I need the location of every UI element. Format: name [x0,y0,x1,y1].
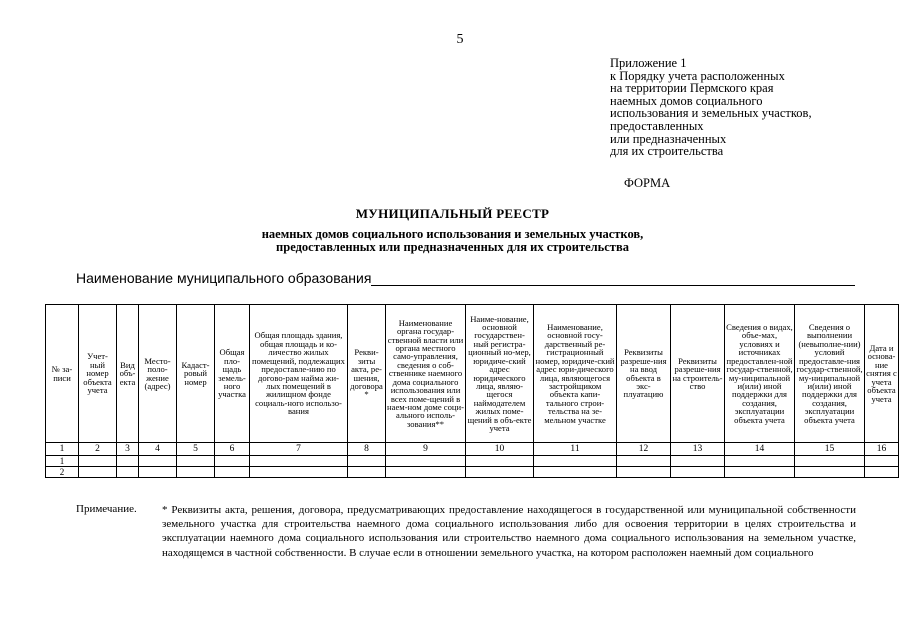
table-cell[interactable] [725,467,795,478]
column-header: Общая пло-щадь земель-ного участка [215,305,250,443]
table-cell[interactable] [79,456,117,467]
table-cell[interactable] [215,456,250,467]
column-header: Рекви-зиты акта, ре-шения, договора * [348,305,386,443]
record-number-cell: 1 [46,456,79,467]
table-cell[interactable] [795,467,865,478]
appendix-line: Приложение 1 [610,56,687,70]
appendix-line: для их строительства [610,144,724,159]
appendix-line: на территории Пермского края [610,81,774,96]
note-text: * Реквизиты акта, решения, договора, предусматривающих предоставление находящегося в государственной или муниципальной собственности земельного участка для строительства наемного дома социального использования либо для освоения территории в целях строительства и эксплуатации наемного дома социального использования или строительство наемного дома социального использования на земельном участке, находящемся в частной собственности. В случае если в отношении земельного участка, на котором расположен наемный дом социального [162,504,856,559]
table-cell[interactable] [177,456,215,467]
appendix-block [610,57,900,158]
note-label: Примечание. [76,503,137,515]
table-cell[interactable] [466,467,534,478]
table-cell[interactable] [250,456,348,467]
table-cell[interactable] [139,467,177,478]
table-cell[interactable] [139,456,177,467]
table-cell[interactable] [865,467,899,478]
municipality-label: Наименование муниципального образования [76,270,372,286]
column-header: Учет-ный номер объекта учета [79,305,117,443]
column-header: Реквизиты разреше-ния на строитель-ство [671,305,725,443]
table-cell[interactable] [348,467,386,478]
column-number-row [46,443,899,456]
table-cell[interactable] [215,467,250,478]
table-cell[interactable] [177,467,215,478]
appendix-line: к Порядку учета расположенных [610,68,785,83]
table-cell[interactable] [725,456,795,467]
column-number: 16 [865,443,899,456]
column-header: Место-поло-жение (адрес) [139,305,177,443]
column-number: 2 [79,443,117,456]
column-header: Наименование, основной госу-дарственный ре-гистрационный номер, юридиче-ский адрес юри-дического лица, являющегося застройщиком объекта капи-тального строи-тельства на зе-мельном участке [534,305,617,443]
column-number: 10 [466,443,534,456]
table-cell[interactable] [386,456,466,467]
column-number: 15 [795,443,865,456]
table-cell[interactable] [617,467,671,478]
table-cell[interactable] [117,467,139,478]
appendix-line: наемных домов социального [610,93,763,108]
record-number-cell: 2 [46,467,79,478]
registry-subtitle-line-2: предоставленных или предназначенных для их строительства [276,240,629,254]
column-number: 7 [250,443,348,456]
table-cell[interactable] [466,456,534,467]
column-number: 5 [177,443,215,456]
column-header: Наименование органа государ-ственной власти или органа местного само-управления, сведения о соб-ственнике наемного дома социального использования или всех поме-щений в наем-ном доме соци-ального исполь-зования** [386,305,466,443]
table-header-row [46,305,899,443]
column-number: 3 [117,443,139,456]
table-cell[interactable] [79,467,117,478]
column-header: Сведения о выполнении (невыполне-нии) условий предоставле-ния государ-ственной, му-ниципальной и(или) иной поддержки для создания, эксплуатации объекта учета [795,305,865,443]
table-cell[interactable] [671,467,725,478]
table-row [46,467,899,478]
appendix-line: или предназначенных [610,131,727,146]
municipality-input-line[interactable] [371,285,855,286]
table-cell[interactable] [671,456,725,467]
table-cell[interactable] [386,467,466,478]
column-header: Общая площадь здания, общая площадь и ко-личество жилых помещений, подлежащих предоставле-нию по догово-рам найма жи-лых помещений в жилищном фонде социаль-ного использо-вания [250,305,348,443]
table-cell[interactable] [534,456,617,467]
column-header: Кадаст-ровый номер [177,305,215,443]
column-header: Дата и основа-ние снятия с учета объекта учета [865,305,899,443]
registry-title: МУНИЦИПАЛЬНЫЙ РЕЕСТР [355,206,550,221]
column-number: 4 [139,443,177,456]
registry-subtitle-line-1: наемных домов социального использования и земельных участков, [261,227,644,241]
column-number: 13 [671,443,725,456]
table-cell[interactable] [348,456,386,467]
table-cell[interactable] [534,467,617,478]
column-header: Сведения о видах, объе-мах, условиях и источниках предоставлен-ной государ-ственной, му-ниципальной и(или) иной поддержки для создания, эксплуатации объекта учета [725,305,795,443]
appendix-line: предоставленных [610,118,704,133]
table-cell[interactable] [117,456,139,467]
column-header: Наиме-нование, основной государствен-ный регистра-ционный но-мер, юридиче-ский адрес юридического лица, являю-щегося наймодателем жилых поме-щений в объ-екте учета [466,305,534,443]
page-number: 5 [456,32,464,47]
column-number: 14 [725,443,795,456]
form-label: ФОРМА [624,176,671,190]
column-number: 12 [617,443,671,456]
column-number: 1 [46,443,79,456]
table-row [46,456,899,467]
column-number: 9 [386,443,466,456]
table-cell[interactable] [795,456,865,467]
table-cell[interactable] [617,456,671,467]
column-header: № за-писи [46,305,79,443]
column-number: 11 [534,443,617,456]
table-cell[interactable] [250,467,348,478]
column-header: Реквизиты разреше-ния на ввод объекта в экс-плуатацию [617,305,671,443]
appendix-line: использования и земельных участков, [610,106,812,121]
table-cell[interactable] [865,456,899,467]
column-number: 8 [348,443,386,456]
column-header: Вид объ-екта [117,305,139,443]
registry-table [45,304,899,478]
column-number: 6 [215,443,250,456]
